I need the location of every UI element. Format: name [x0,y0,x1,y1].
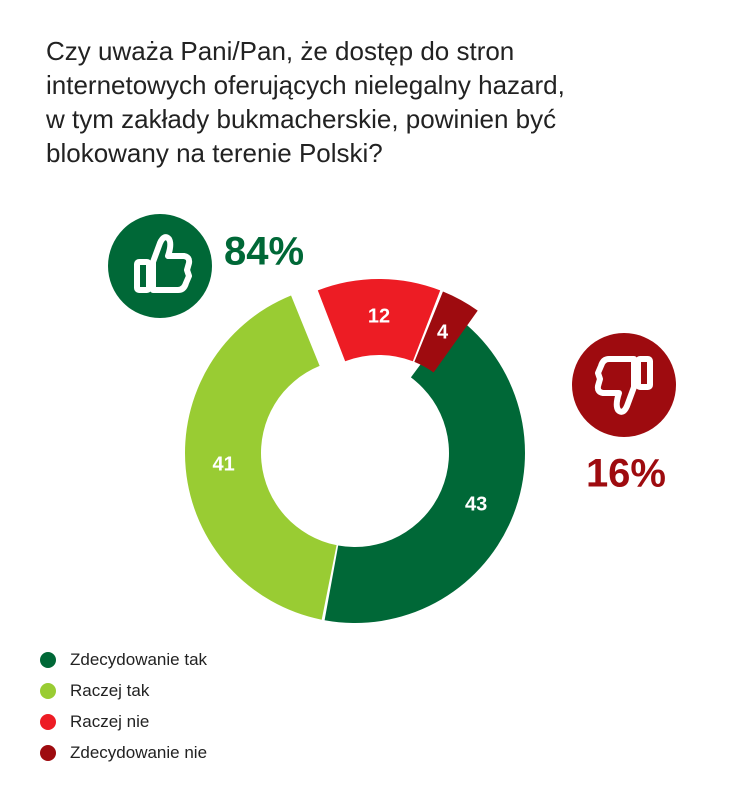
chart-legend [40,644,207,768]
title-line-2: internetowych oferujących nielegalny hazard, [46,70,565,100]
legend-label: Zdecydowanie tak [70,649,208,669]
legend-label: Raczej tak [70,680,150,700]
data-label: 4 [437,321,449,344]
thumbs-up-badge [108,214,304,318]
slice-raczej-tak [185,295,337,619]
thumbs-down-badge [572,333,676,496]
title-line-4: blokowany na terenie Polski? [46,138,383,168]
legend-item-raczej-tak [40,675,207,706]
thumbs-up-circle [108,214,212,318]
data-label: 41 [212,453,235,476]
legend-swatch [40,745,56,761]
legend-swatch [40,652,56,668]
title-line-1: Czy uważa Pani/Pan, że dostęp do stron [46,36,515,66]
data-label: 43 [465,493,488,516]
donut-slices [185,279,525,623]
legend-item-zdecydowanie-nie [40,737,207,768]
thumbs-down-circle [572,333,676,437]
data-label: 12 [367,305,391,328]
legend-label: Raczej nie [70,711,150,731]
legend-label: Zdecydowanie nie [70,742,208,762]
no-total-value: 16% [585,451,666,496]
legend-item-zdecydowanie-tak [40,644,207,675]
yes-total-value: 84% [224,229,305,274]
legend-swatch [40,714,56,730]
title-line-3: w tym zakłady bukmacherskie, powinien być [46,104,557,134]
legend-swatch [40,683,56,699]
legend-item-raczej-nie [40,706,207,737]
